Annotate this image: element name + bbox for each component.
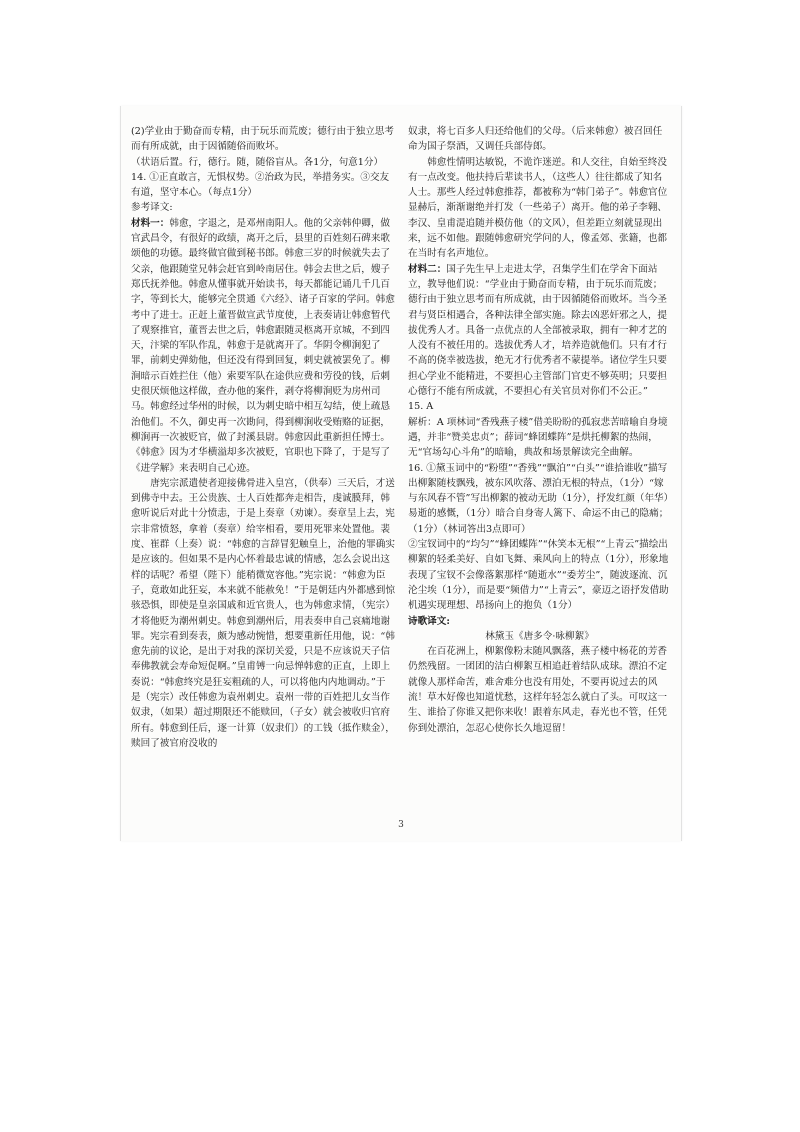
answer-13-2-note: （状语后置。行，德行。随，随俗盲从。各1分，句意1分）: [131, 156, 384, 168]
document-page: [120, 106, 682, 841]
left-column: [131, 124, 395, 751]
poem-translation-text: 在百花洲上，柳絮像粉末随风飘落，燕子楼中杨花的芳香仍然残留。一团团的洁白柳絮互相追赶着结队成球。漂泊不定就像人那样命苦，难舍难分也没有用处，不要再说过去的风流！草木好像也知道忧愁，这样年轻怎么就白了头。可叹这一生、谁拾了你谁又把你来收！跟着东风走，春光也不管，任凭你到处漂泊，怎忍心使你长久地逗留！: [408, 646, 668, 734]
material-two-paragraph: [408, 262, 671, 400]
material-one-paragraph: [131, 216, 395, 476]
poem-title: 林黛玉《唐多令·咏柳絮》: [485, 630, 594, 642]
poem-translation-heading: 诗歌译文:: [408, 615, 450, 627]
answer-15-explanation: 解析：A 项林词“香残燕子楼”借美盼盼的孤寂悲苦暗喻自身境遇，并非“赞美忠贞”；薛词“蜂团蝶阵”是烘托柳絮的热闹，无“官场勾心斗角”的暗喻，典故和场景解读完全曲解。: [408, 416, 668, 459]
page-number: 3: [398, 820, 404, 830]
answer-13-2: (2)学业由于勤奋而专精，由于玩乐而荒废；德行由于独立思考而有所成就，由于因循随俗而败坏。: [131, 126, 395, 153]
material-two-text: 国子先生早上走进太学，召集学生们在学舍下面站立，教导他们说：“学业由于勤奋而专精，由于玩乐而荒废；德行由于独立思考而有所成就，由于因循随俗而败坏。当今圣君与贤臣相遇合，各种法律全部实施。除去凶恶奸邪之人，提拔优秀人才。具备一点优点的人全部被录取，拥有一种才艺的人没有不被任用的。选拔优秀人才，培养造就他们。只有才行不高的侥幸被选拔，绝无才行优秀者不蒙提举。诸位学生只要担心学业不能精进，不要担心主管部门官吏不够英明；只要担心德行不能有所成就，不要担心有关官员对你们不公正。”: [408, 263, 668, 398]
answer-14: 14. ①正直敢言，无惧权势。②治政为民，举措务实。③交友有道，坚守本心。（每点1分）: [131, 171, 390, 199]
answer-15: 15. A: [408, 401, 434, 413]
right-column: [408, 124, 671, 736]
material-one-text: 韩愈，字退之，是邓州南阳人。他的父亲韩仲卿，做官武昌令，有很好的政绩，离开之后，县里的百姓刻石碑来歌颂他的功德。最终做官做到秘书郎。韩愈三岁的时候就失去了父亲，他跟随堂兄韩会赶官到岭南居住。韩会去世之后，嫂子郑氏抚养他。韩愈从懂事就开始读书，每天都能记诵几千几百字，等到长大，能够完全贯通《六经》、诸子百家的学问。韩愈考中了进士。正赶上董晋做宣武节度使，上表奏请让韩愈暂代了观察推官，董晋去世之后，韩愈跟随灵柩离开京城，不到四天，汴梁的军队作乱，韩愈于是就离开了。华阴令柳涧犯了罪，前刺史弹劾他，但还没有得到回复，刺史就被罢免了。柳涧暗示百姓拦住（他）索要军队在途供应费和劳役的钱，后刺史很厌烦他这样做，查办他的案件，剥夺将柳涧贬为房州司马。韩愈经过华州的时候，以为刺史暗中相互勾结，使上疏恳治他们。不久，御史再一次勘问，得到柳涧收受贿赂的证据，柳涧再一次被贬官，做了封溪县尉。韩愈因此重新担任博士。《韩愈》因为才华横溢却多次被贬，官职也下降了，于是写了《进学解》来表明自己心迹。: [131, 217, 395, 474]
answer-16-part-1: 16. ①黛玉词中的“粉堕”“香残”“飘泊”“白头”“谁拾谁收”描写出柳絮随枝飘残，被东风吹落、漂泊无根的特点，（1分）“嫁与东风春不管”写出柳絮的被动无助（1分），抒发红颜（年华）易逝的感慨，（1分）暗合自身寄人篱下、命运不由己的隐痛；（1分）（林词答出3点即可）: [408, 462, 669, 535]
material-one-paragraph-2: 唐宪宗派遣使者迎接佛骨进入皇宫，（供奉）三天后，才送到佛寺中去。王公贵族、士人百姓都奔走相告，虔诚膜拜，韩愈听说后对此十分愤恚，于是上奏章（劝谏）。奏章呈上去，宪宗非常愤怒，拿着（奏章）给宰相看，要用死罪来处置他。裴度、崔群（上奏）说：“韩愈的言辞冒犯触皇上，治他的罪确实是应该的。但如果不是内心怀着最忠诚的情感，怎么会说出这样的话呢？希望（陛下）能稍微宽容他。”宪宗说：“韩愈为臣子，竟敢如此狂妄，本来就不能赦免！”于是朝廷内外都感到惊骇恐惧，即使是皇亲国戚和近官贵人，也为韩愈求情，（宪宗）才将他贬为潮州刺史。韩愈到潮州后，用表奏申自己哀痛地谢罪。宪宗看到奏表，颇为感动惋惜，想要重新任用他，说：“韩愈先前的议论，是出于对我的深切关爱，只是不应该说天子信奉佛教就会寿命短促啊。”皇甫镈一向忌惮韩愈的正直，上即上奏说：“韩愈终究是狂妄粗疏的人，可以将他内内地调动。”于是（宪宗）改任韩愈为袁州刺史。袁州一带的百姓把儿女当作奴隶，（如果）超过期限还不能赎回，（子女）就会被收归官府所有。韩愈到任后，逐一计算（奴隶们）的工钱（抵作赎金），赎回了被官府没收的: [131, 477, 395, 749]
material-two-label: 材料二：: [408, 263, 447, 275]
answer-16-part-2: ②宝钗词中的“均匀”“蜂团蝶阵”“休笑本无根”“上青云”描绘出柳絮的轻柔美好、自如飞舞、乘风向上的特点（1分），形象地表现了宝钗不会像落絮那样“随逝水”“委芳尘”，随波逐流、沉沦尘埃（1分），而是要“频借力”“上青云”，豪迈之语抒发借助机遇实现理想、昂扬向上的抱负（1分）: [408, 539, 669, 612]
material-one-label: 材料一：: [131, 217, 170, 229]
translation-paragraph: 韩愈性情明达敏锐，不诡诈迷逆。和人交往，自始至终没有一点改变。他扶持后辈读书人，（这些人）往往都成了知名人士。那些人经过韩愈推荐，都被称为“韩门弟子”。韩愈官位显赫后，渐渐谢绝并打发（一些弟子）离开。他的弟子李翱、李汉、皇甫湜追随并模仿他（的文风），但差距立刻就显现出来，远不如他。跟随韩愈研究学问的人，像孟郊、张籍，也都在当时有名声地位。: [408, 156, 668, 260]
translation-continued: 奴隶，将七百多人归还给他们的父母。（后来韩愈）被召回任命为国子祭酒，又调任兵部侍郎。: [408, 126, 663, 153]
reference-translation-heading: 参考译文:: [131, 202, 173, 214]
